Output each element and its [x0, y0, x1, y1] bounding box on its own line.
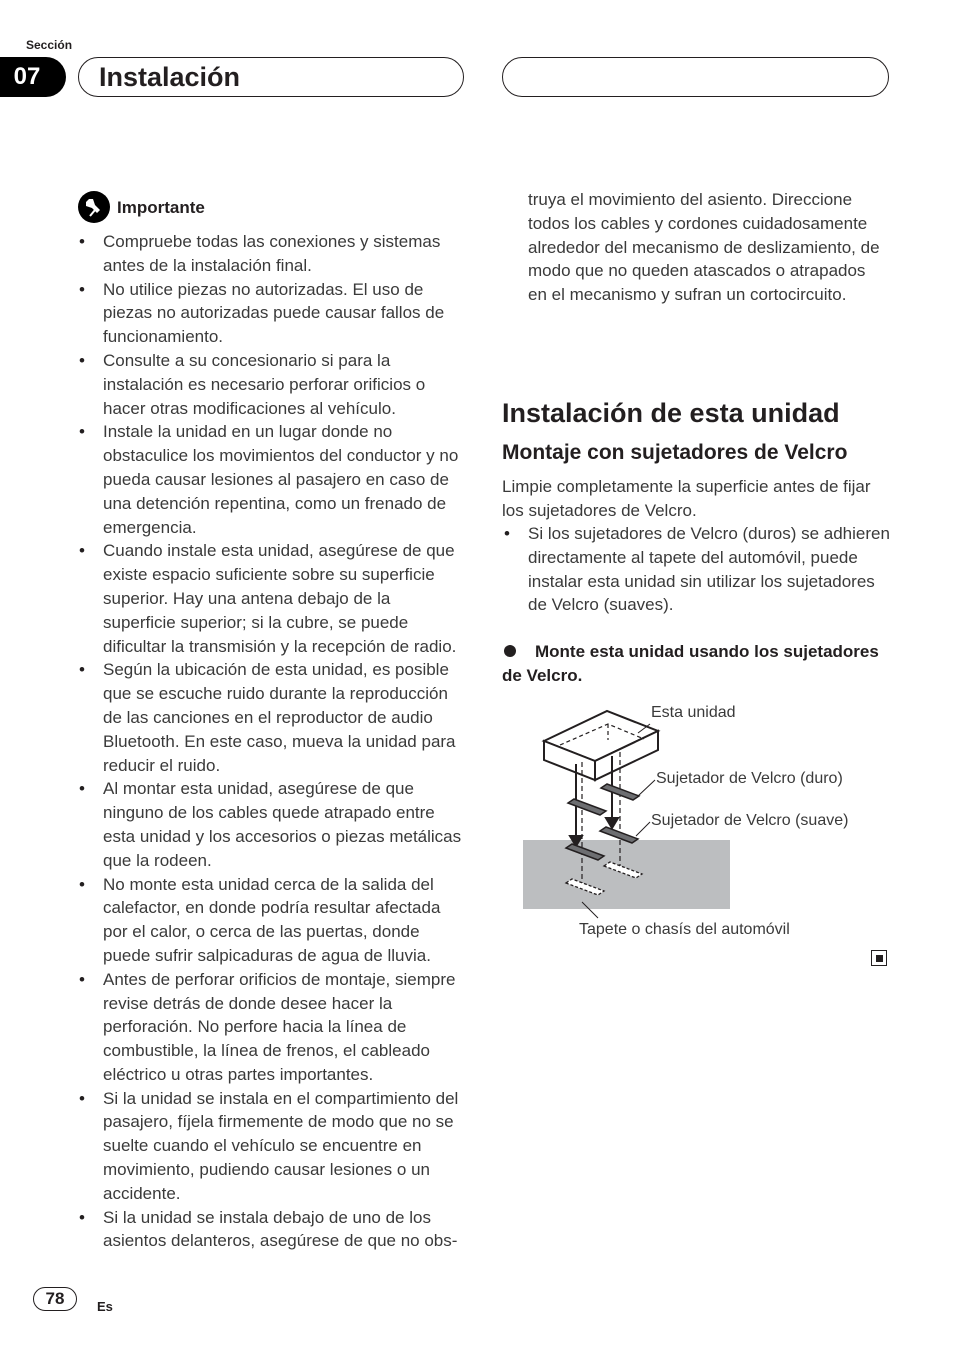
important-label: Importante — [117, 198, 205, 217]
section-heading: Instalación de esta unidad — [502, 398, 840, 428]
list-item: • Consulte a su concesionario si para la instalación es necesario perforar orificios o hacer otras modificaciones al vehículo. — [78, 349, 466, 420]
list-item: • No monte esta unidad cerca de la salida del calefactor, en donde podría resultar afectada por el calor, o cerca de las puertas, donde puede sufrir salpicaduras de agua de lluvia. — [78, 873, 466, 968]
section-number-tab: 07 — [0, 57, 66, 97]
label-soft-fastener: Sujetador de Velcro (suave) — [651, 812, 849, 829]
important-icon — [78, 191, 110, 223]
section-subheading: Montaje con sujetadores de Velcro — [502, 441, 848, 464]
intro-paragraph: Limpie completamente la superficie antes de fijar los sujetadores de Velcro. — [502, 477, 871, 520]
continued-paragraph: truya el movimiento del asiento. Direccione todos los cables y cordones cuidadosamente alrededor del mecanismo de deslizamiento, de modo que no queden atascados o atrapados en el mecanismo y sufran un cortocircuito. — [528, 190, 880, 305]
list-item: • Si la unidad se instala en el compartimiento del pasajero, fíjela firmemente de modo que no se suelte cuando el vehículo se encuentre en movimiento, pudiendo causar lesiones o un accidente. — [78, 1087, 466, 1206]
unit-box — [544, 711, 658, 780]
step-instruction: Monte esta unidad usando los sujetadores de Velcro. — [502, 642, 879, 685]
velcro-mounting-diagram — [520, 700, 880, 950]
section-label: Sección — [26, 38, 73, 52]
velcro-notes — [502, 522, 890, 617]
chapter-title: Instalación — [78, 57, 464, 97]
label-floor: Tapete o chasís del automóvil — [579, 921, 790, 938]
list-item: • Según la ubicación de esta unidad, es posible que se escuche ruido durante la reproducción de las canciones en el reproductor de audio Bluetooth. En este caso, mueva la unidad para reducir el ruido. — [78, 658, 466, 777]
list-item: • Al montar esta unidad, asegúrese de que ninguno de los cables quede atrapado entre esta unidad y los accesorios o piezas metálicas que la rodeen. — [78, 777, 466, 872]
list-item: • Cuando instale esta unidad, asegúrese de que existe espacio suficiente sobre su superficie superior. Hay una antena debajo de la superficie superior; si la cubre, se puede dificultar la transmisión y la recepción de radio. — [78, 539, 466, 658]
label-unit: Esta unidad — [651, 704, 736, 721]
page-number: 78 — [33, 1287, 77, 1311]
language-code: Es — [97, 1299, 113, 1314]
important-list — [78, 230, 466, 1253]
list-item: • Si los sujetadores de Velcro (duros) se adhieren directamente al tapete del automóvil, puede instalar esta unidad sin utilizar los sujetadores de Velcro (suaves). — [502, 522, 890, 617]
list-item: • Antes de perforar orificios de montaje, siempre revise detrás de donde desee hacer la perforación. No perfore hacia la línea de combustible, la línea de frenos, el cableado eléctrico u otras partes importantes. — [78, 968, 466, 1087]
label-hard-fastener: Sujetador de Velcro (duro) — [656, 770, 843, 787]
list-item: • Instale la unidad en un lugar donde no obstaculice los movimientos del conductor y no pueda causar lesiones al pasajero en caso de una detención repentina, como un frenado de emergencia. — [78, 420, 466, 539]
floor-panel — [523, 840, 730, 909]
list-item: • No utilice piezas no autorizadas. El uso de piezas no autorizadas puede causar fallos de funcionamiento. — [78, 278, 466, 349]
list-item: • Si la unidad se instala debajo de uno de los asientos delanteros, asegúrese de que no obs- — [78, 1206, 466, 1254]
header-empty-frame — [502, 57, 889, 97]
end-of-section-icon — [871, 950, 887, 966]
list-item: • Compruebe todas las conexiones y sistemas antes de la instalación final. — [78, 230, 466, 278]
